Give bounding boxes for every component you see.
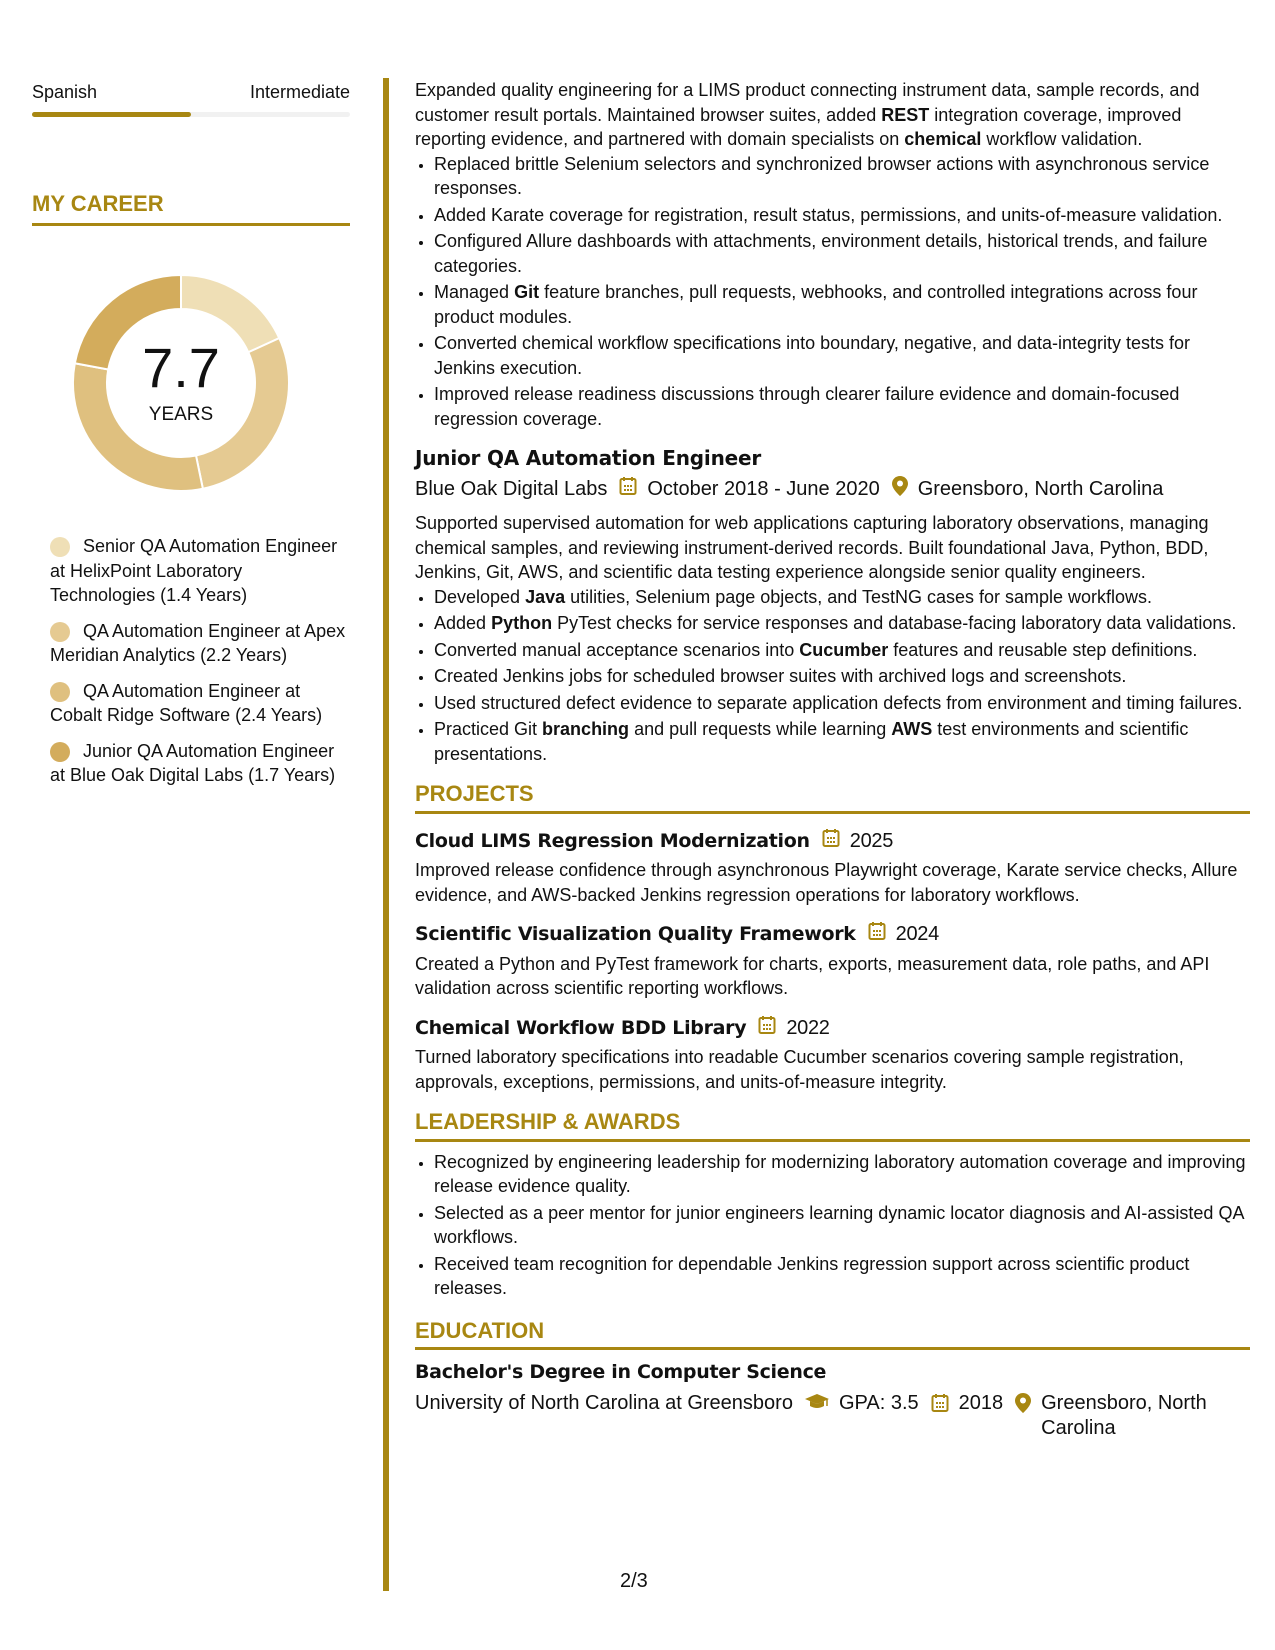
graduation-cap-icon [805,1393,829,1441]
job-company: Blue Oak Digital Labs [415,477,608,500]
legend-label: QA Automation Engineer at Apex Meridian Analytics (2.2 Years) [50,620,346,665]
bullet-item: • Converted chemical workflow specifications into boundary, negative, and data-integrity tests for Jenkins execution. [434,331,1250,380]
main-content [415,78,1250,1441]
job-title: Junior QA Automation Engineer [415,446,761,470]
legend-dot-icon [50,622,70,642]
legend-label: Senior QA Automation Engineer at HelixPoint Laboratory Technologies (1.4 Years) [50,536,338,605]
bullet-item: • Added Python PyTest checks for service responses and database-facing laboratory data validations. [434,611,1250,636]
legend-dot-icon [50,742,70,762]
sidebar [32,80,350,799]
column-divider [383,78,389,1591]
location-pin-icon [1015,1393,1031,1441]
education-location: Greensboro, North Carolina [1041,1391,1207,1439]
education-meta [415,1391,1250,1441]
project-description: Turned laboratory specifications into readable Cucumber scenarios covering sample registration, approvals, exceptions, permissions, and units-of-measure integrity. [415,1047,1184,1092]
bullet-item: • Recognized by engineering leadership for modernizing laboratory automation coverage and improving release evidence quality. [434,1150,1250,1199]
legend-item [50,534,350,608]
page-number: 2/3 [620,1570,648,1592]
bullet-item: • Received team recognition for dependable Jenkins regression support across scientific product releases. [434,1252,1250,1301]
education-year: 2018 [958,1391,1004,1414]
job-bullets [415,585,1250,767]
job-description: Supported supervised automation for web applications capturing laboratory observations, managing chemical samples, and reviewing instrument-derived records. Built foundational Java, Python, BDD, Jenkins, Git, AWS, and scientific data testing experience alongside senior quality engineers. [415,513,1209,582]
job-meta [415,476,1250,503]
project-name: Cloud LIMS Regression Modernization [415,829,810,852]
legend-label: QA Automation Engineer at Cobalt Ridge Software (2.4 Years) [50,680,323,725]
education-school: University of North Carolina at Greensboro [415,1391,793,1414]
education-degree: Bachelor's Degree in Computer Science [415,1361,827,1383]
bullet-item: • Improved release readiness discussions through clearer failure evidence and domain-focused regression coverage. [434,382,1250,431]
legend-item [50,679,350,728]
bullet-item: • Selected as a peer mentor for junior engineers learning dynamic locator diagnosis and AI-assisted QA workflows. [434,1201,1250,1250]
prev-job-bullets [415,152,1250,432]
legend-item [50,739,350,788]
legend-dot-icon [50,682,70,702]
bullet-item: • Practiced Git branching and pull requests while learning AWS test environments and scientific presentations. [434,717,1250,766]
language-proficiency-bar [32,112,350,117]
donut-total-value: 7.7 [142,336,220,399]
calendar-icon [822,828,840,855]
education-section-title: EDUCATION [415,1319,1250,1351]
bullet-item: • Configured Allure dashboards with attachments, environment details, historical trends, and failure categories. [434,229,1250,278]
language-row [32,80,350,104]
language-name: Spanish [32,82,98,102]
leadership-list [415,1150,1250,1301]
career-donut-chart [66,268,296,498]
job-dates: October 2018 - June 2020 [647,477,880,500]
project-year: 2024 [895,923,939,945]
location-pin-icon [892,476,908,503]
education-gpa: GPA: 3.5 [838,1391,919,1414]
project-year: 2022 [786,1016,830,1039]
career-legend [32,534,350,788]
language-level: Intermediate [249,82,350,102]
prev-job-description: Expanded quality engineering for a LIMS product connecting instrument data, sample records, and customer result portals. Maintained browser suites, added REST integration coverage, improved reporting evidence, and partnered with domain specialists on chemical workflow validation. [415,80,1200,149]
projects-section-title: PROJECTS [415,782,1250,814]
bullet-item: • Replaced brittle Selenium selectors and synchronized browser actions with asynchronous service responses. [434,152,1250,201]
bullet-item: • Added Karate coverage for registration, result status, permissions, and units-of-measure validation. [434,203,1250,228]
bullet-item: • Created Jenkins jobs for scheduled browser suites with archived logs and screenshots. [434,664,1250,689]
calendar-icon [868,921,886,948]
legend-label: Junior QA Automation Engineer at Blue Oak Digital Labs (1.7 Years) [50,740,336,785]
leadership-section-title: LEADERSHIP & AWARDS [415,1110,1250,1142]
bullet-item: • Managed Git feature branches, pull requests, webhooks, and controlled integrations across four product modules. [434,280,1250,329]
project-year: 2025 [849,829,894,852]
bullet-item: • Used structured defect evidence to separate application defects from environment and timing failures. [434,691,1250,716]
calendar-icon [619,476,637,503]
language-proficiency-fill [32,112,191,117]
project-description: Created a Python and PyTest framework for charts, exports, measurement data, role paths, and API validation across scientific reporting workflows. [415,953,1210,998]
project-name: Scientific Visualization Quality Framework [415,923,856,945]
project-title [415,1015,1250,1042]
career-section-title: MY CAREER [32,191,350,226]
calendar-icon [931,1393,949,1441]
bullet-item: • Converted manual acceptance scenarios into Cucumber features and reusable step definitions. [434,638,1250,663]
project-name: Chemical Workflow BDD Library [415,1016,747,1039]
calendar-icon [758,1015,776,1042]
project-description: Improved release confidence through asynchronous Playwright coverage, Karate service checks, Allure evidence, and AWS-backed Jenkins regression operations for laboratory workflows. [415,860,1238,905]
legend-dot-icon [50,537,70,557]
bullet-item: • Developed Java utilities, Selenium page objects, and TestNG cases for sample workflows. [434,585,1250,610]
project-title [415,921,1250,948]
project-title [415,828,1250,855]
donut-unit-label: YEARS [148,404,214,425]
legend-item [50,619,350,668]
job-location: Greensboro, North Carolina [917,477,1164,500]
